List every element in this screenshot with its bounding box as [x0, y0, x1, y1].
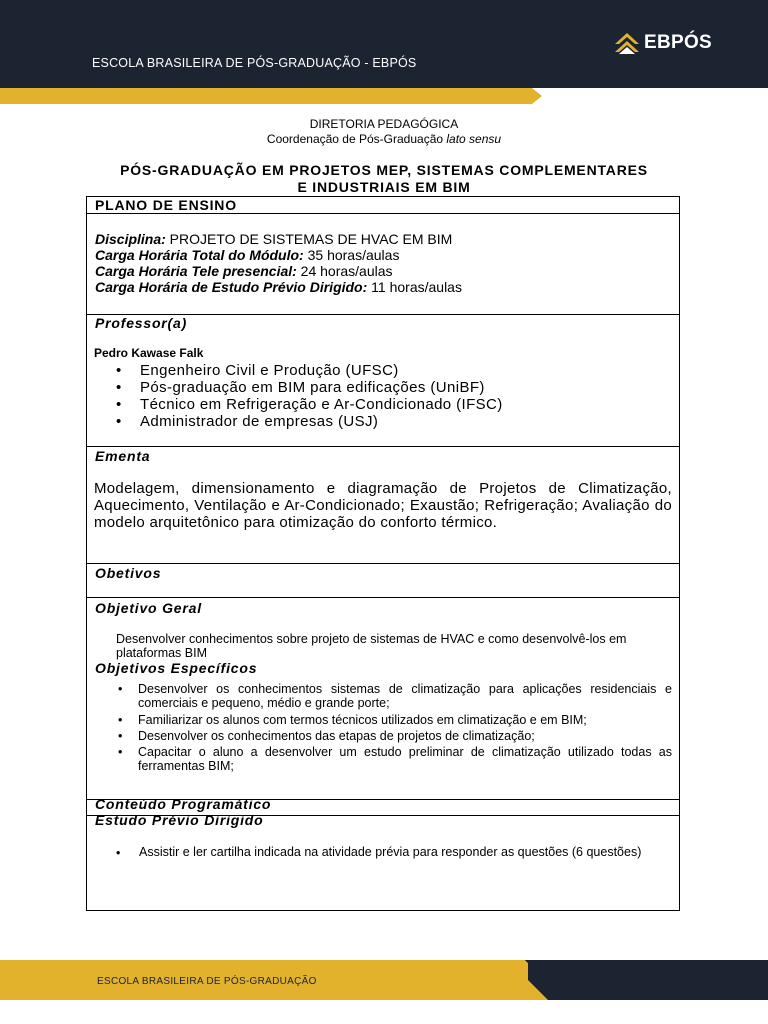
header-gold-stripe: [0, 88, 768, 104]
objetivo-especifico-item: [118, 745, 672, 773]
disciplina-label: Disciplina:: [95, 231, 166, 247]
disciplina-line: [95, 231, 452, 247]
objetivo-especifico-item: [118, 682, 672, 710]
objetivos-especificos-heading: Objetivos Específicos: [95, 660, 258, 676]
disciplina-value: PROJETO DE SISTEMAS DE HVAC EM BIM: [165, 231, 453, 247]
objetivo-especifico-item: [118, 729, 672, 743]
ch-estudo-value: 11 horas/aulas: [367, 279, 462, 295]
objetivos-cell: [86, 563, 680, 598]
coord-italic: lato sensu: [446, 132, 502, 146]
objetivo-especifico-text: Familiarizar os alunos com termos técnicos utilizados em climatização e em BIM;: [138, 713, 587, 727]
ch-estudo-line: [95, 279, 462, 295]
ch-estudo-label: Carga Horária de Estudo Prévio Dirigido:: [95, 279, 368, 295]
professor-item-text: Administrador de empresas (USJ): [140, 413, 379, 430]
school-name: ESCOLA BRASILEIRA DE PÓS-GRADUAÇÃO - EBPÓS: [92, 56, 417, 70]
diretoria-title: DIRETORIA PEDAGÓGICA: [309, 117, 459, 131]
bullet-marker: •: [116, 413, 122, 430]
objetivos-heading: Obetivos: [95, 565, 162, 581]
footer-school-name: ESCOLA BRASILEIRA DE PÓS-GRADUAÇÃO: [97, 976, 317, 987]
objetivo-geral-text: Desenvolver conhecimentos sobre projeto de sistemas de HVAC e como desenvolvê-los em plataformas BIM: [116, 632, 627, 660]
estudo-heading: Estudo Prévio Dirigido: [95, 812, 264, 828]
bullet-marker: •: [116, 362, 122, 379]
bullet-marker: •: [116, 846, 121, 860]
bullet-marker: •: [118, 729, 123, 743]
objetivo-especifico-text: Capacitar o aluno a desenvolver um estudo preliminar de climatização utilizado todas as ferramentas BIM;: [138, 745, 672, 773]
plano-heading: PLANO DE ENSINO: [95, 197, 237, 213]
estudo-cell: [86, 812, 680, 911]
objetivo-especifico-item: [118, 713, 672, 727]
professor-name: Pedro Kawase Falk: [94, 346, 204, 360]
page-header: [0, 0, 768, 88]
plano-header-cell: [86, 196, 680, 214]
objetivo-especifico-text: Desenvolver os conhecimentos das etapas de projetos de climatização;: [138, 729, 535, 743]
professor-item-text: Técnico em Refrigeração e Ar-Condicionado (IFSC): [140, 396, 503, 413]
ch-tele-value: 24 horas/aulas: [296, 263, 393, 279]
bullet-marker: •: [118, 713, 123, 727]
professor-item: [116, 396, 503, 413]
professor-heading: Professor(a): [95, 315, 188, 331]
professor-item: [116, 362, 399, 379]
ch-total-value: 35 horas/aulas: [303, 247, 400, 263]
coord-prefix: Coordenação de Pós-Graduação: [266, 132, 447, 146]
course-title: PÓS-GRADUAÇÃO EM PROJETOS MEP, SISTEMAS COMPLEMENTARES E INDUSTRIAIS EM BIM: [120, 162, 648, 195]
professor-item-text: Engenheiro Civil e Produção (UFSC): [140, 362, 399, 379]
bullet-marker: •: [118, 745, 123, 759]
ementa-heading: Ementa: [95, 448, 151, 464]
ch-tele-label: Carga Horária Tele presencial:: [95, 263, 297, 279]
chevron-stack-icon: [613, 31, 641, 57]
ch-total-line: [95, 247, 399, 263]
plano-table: [86, 196, 680, 910]
bullet-marker: •: [118, 682, 123, 696]
bullet-marker: •: [116, 379, 122, 396]
ch-tele-line: [95, 263, 393, 279]
professor-item: [116, 413, 378, 430]
estudo-text: Assistir e ler cartilha indicada na atividade prévia para responder as questões (6 questões): [139, 845, 642, 859]
logo-text: EBPÓS: [644, 32, 713, 53]
conteudo-heading: Conteúdo Programático: [95, 796, 272, 812]
disciplina-cell: [86, 213, 680, 315]
professor-item-text: Pós-graduação em BIM para edificações (UniBF): [140, 379, 485, 396]
ementa-text: Modelagem, dimensionamento e diagramação de Projetos de Climatização, Aquecimento, Ventilação e Ar-Condicionado; Exaustão; Refrigeração; Avaliação do modelo arquitetônico para otimização do conforto térmico.: [94, 480, 672, 531]
objetivo-geral-heading: Objetivo Geral: [95, 600, 202, 616]
objetivo-especifico-text: Desenvolver os conhecimentos sistemas de climatização para aplicações residenciais e comerciais e pequeno, médio e grande porte;: [138, 682, 672, 710]
coordenacao-subtitle: [0, 132, 768, 146]
professor-item: [116, 379, 485, 396]
bullet-marker: •: [116, 396, 122, 413]
ch-total-label: Carga Horária Total do Módulo:: [95, 247, 304, 263]
ebpos-logo: [613, 31, 723, 59]
